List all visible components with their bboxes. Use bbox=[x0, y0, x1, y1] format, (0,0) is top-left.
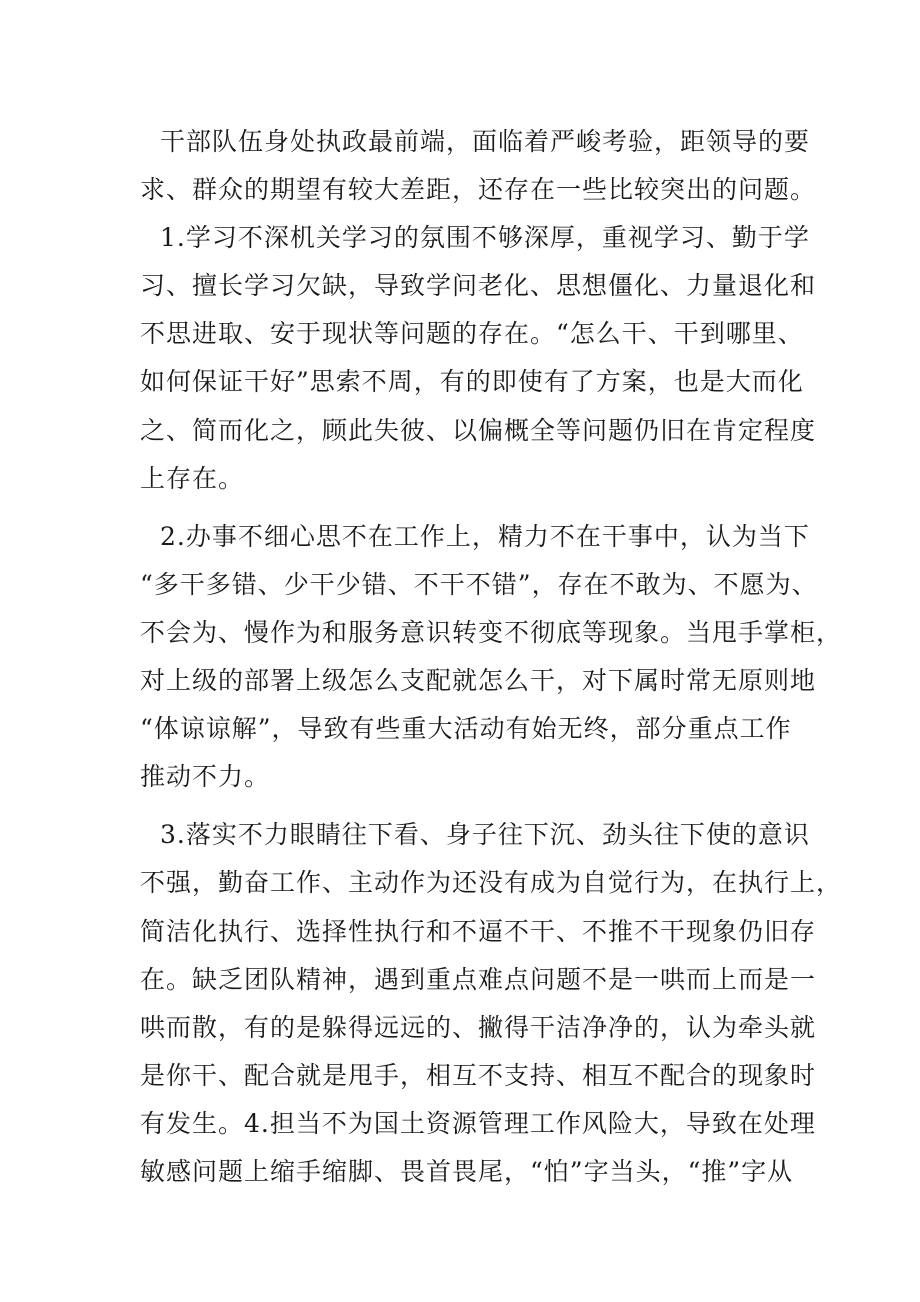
text-line: 敏感问题上缩手缩脚、畏首畏尾，“怕”字当头，“推”字从 bbox=[140, 1156, 794, 1186]
text-line: 在。缺乏团队精神，遇到重点难点问题不是一哄而上而是一 bbox=[140, 964, 817, 994]
text-line: 不会为、慢作为和服务意识转变不彻底等现象。当甩手掌柜， bbox=[140, 617, 843, 647]
text-line: 之、简而化之，顾此失彼、以偏概全等问题仍旧在肯定程度 bbox=[140, 415, 817, 445]
text-line: 干部队伍身处执政最前端，面临着严峻考验，距领导的要 bbox=[160, 127, 811, 156]
document-body bbox=[140, 118, 843, 1196]
text-line: 不思进取、安于现状等问题的存在。“怎么干、干到哪里、 bbox=[140, 319, 804, 349]
text-line: 3.落实不力眼睛往下看、身子往下沉、劲头往下使的意识 bbox=[160, 820, 810, 850]
text-line: “多干多错、少干少错、不干不错”，存在不敢为、不愿为、 bbox=[140, 569, 818, 599]
text-line: 1.学习不深机关学习的氛围不够深厚，重视学习、勤于学 bbox=[160, 223, 810, 253]
text-line: 对上级的部署上级怎么支配就怎么干，对下属时常无原则地 bbox=[140, 666, 817, 696]
text-line: 简洁化执行、选择性执行和不逼不干、不推不干现象仍旧存 bbox=[140, 916, 817, 946]
text-line: 习、擅长学习欠缺，导致学问老化、思想僵化、力量退化和 bbox=[140, 271, 817, 301]
text-line: 不强，勤奋工作、主动作为还没有成为自觉行为，在执行上， bbox=[140, 868, 843, 898]
text-line: 2.办事不细心思不在工作上，精力不在干事中，认为当下 bbox=[160, 521, 810, 551]
text-line: 求、群众的期望有较大差距，还存在一些比较突出的问题。 bbox=[140, 175, 817, 205]
text-line: 哄而散，有的是躲得远远的、撇得干洁净净的，认为牵头就 bbox=[140, 1012, 817, 1042]
text-line: 有发生。4.担当不为国土资源管理工作风险大，导致在处理 bbox=[140, 1108, 816, 1138]
paragraph-item-3 bbox=[140, 811, 843, 1196]
paragraph-item-1 bbox=[140, 214, 817, 503]
text-line: 是你干、配合就是甩手，相互不支持、相互不配合的现象时 bbox=[140, 1060, 817, 1090]
text-line: 如何保证干好”思索不周，有的即使有了方案，也是大而化 bbox=[140, 367, 804, 397]
paragraph-item-2 bbox=[140, 513, 843, 802]
text-line: 上存在。 bbox=[140, 463, 245, 493]
paragraph-intro bbox=[140, 118, 817, 214]
text-line: 推动不力。 bbox=[140, 762, 271, 792]
text-line: “体谅谅解”，导致有些重大活动有始无终，部分重点工作 bbox=[140, 714, 792, 744]
